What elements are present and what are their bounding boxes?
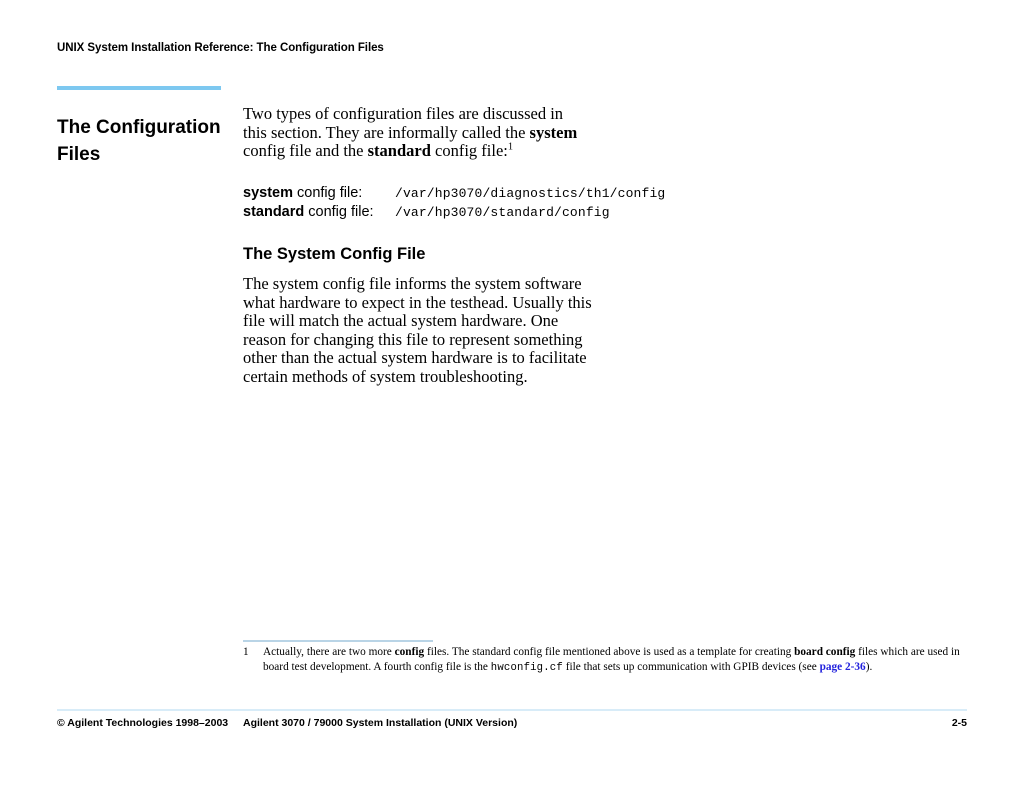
- intro-paragraph: [243, 105, 578, 161]
- config-label-system: [243, 185, 395, 201]
- footnote-mono-filename: hwconfig.cf: [490, 661, 563, 674]
- config-file-list: [243, 185, 673, 220]
- footnote-text-4: file that sets up communication with GPIB devices (see: [562, 660, 820, 673]
- footnote-reference-marker: 1: [507, 141, 514, 153]
- footnote-separator-rule: [243, 640, 433, 642]
- config-label-standard-rest: config file:: [304, 203, 374, 220]
- subsection-heading: The System Config File: [243, 245, 426, 263]
- footer-page-number: 2-5: [951, 717, 967, 729]
- config-path-standard: /var/hp3070/standard/config: [395, 204, 610, 220]
- title-accent-rule: [57, 86, 221, 90]
- config-row-standard: [243, 204, 673, 220]
- config-path-system: /var/hp3070/diagnostics/th1/config: [395, 185, 666, 201]
- intro-text-part1: Two types of configuration files are discussed in this section. They are informally called the: [243, 104, 564, 142]
- config-label-standard-bold: standard: [243, 203, 305, 220]
- footnote-text-2: files. The standard config file mentioned above is used as a template for creating: [424, 646, 795, 658]
- footnote-text-3: files which are used in board test development. A fourth config file is the: [263, 646, 960, 673]
- footer-copyright: © Agilent Technologies 1998–2003: [57, 717, 229, 729]
- footnote-text-5: ).: [865, 660, 873, 673]
- footer-document-title: Agilent 3070 / 79000 System Installation (UNIX Version): [243, 717, 518, 729]
- running-header: UNIX System Installation Reference: The Configuration Files: [57, 42, 384, 54]
- footnote-text-1: Actually, there are two more: [263, 646, 395, 658]
- config-label-system-rest: config file:: [292, 184, 363, 201]
- config-row-system: [243, 185, 673, 201]
- footnote-bold-config: config: [394, 646, 425, 658]
- footnote-marker: 1: [243, 646, 249, 658]
- intro-text-part3: config file:: [430, 141, 508, 161]
- config-label-standard: [243, 204, 395, 220]
- body-column: [243, 105, 673, 223]
- footnote-bold-board-config: board config: [794, 646, 856, 658]
- footnote-block: [243, 645, 970, 675]
- config-label-system-bold: system: [243, 184, 293, 201]
- cross-reference-link[interactable]: page 2-36: [819, 660, 866, 673]
- footnote-text: [263, 645, 970, 675]
- subsection-body-paragraph: The system config file informs the system software what hardware to expect in the testhead. Usually this file will match the actual system hardware. One reason for changing this file to represent something other than the actual system hardware is to facilitate certain methods of system troubleshooting.: [243, 274, 592, 386]
- intro-bold-system: system: [529, 122, 578, 142]
- page-title: The Configuration Files: [57, 116, 221, 165]
- intro-text-part2: config file and the: [243, 141, 368, 161]
- intro-bold-standard: standard: [367, 141, 431, 161]
- footer-separator-rule: [57, 709, 967, 711]
